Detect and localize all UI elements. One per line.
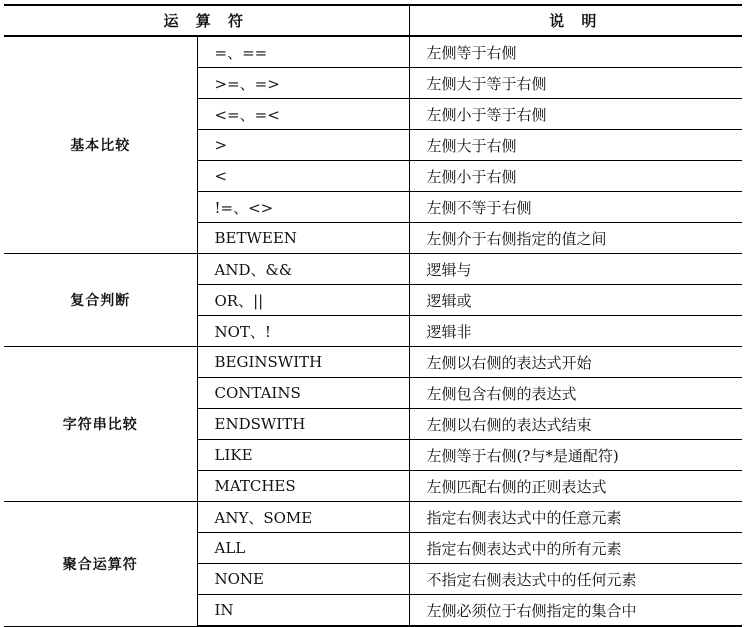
operator-cell: NONE (197, 564, 409, 595)
table-body (4, 36, 742, 626)
description-cell: 左侧介于右侧指定的值之间 (409, 223, 742, 254)
description-cell: 左侧等于右侧(?与*是通配符) (409, 440, 742, 471)
category-cell: 基本比较 (4, 36, 197, 254)
description-cell: 指定右侧表达式中的所有元素 (409, 533, 742, 564)
operator-cell: LIKE (197, 440, 409, 471)
operator-cell: ENDSWITH (197, 409, 409, 440)
description-cell: 左侧小于等于右侧 (409, 99, 742, 130)
description-cell: 逻辑与 (409, 254, 742, 285)
description-cell: 左侧大于右侧 (409, 130, 742, 161)
description-cell: 逻辑非 (409, 316, 742, 347)
description-cell: 左侧小于右侧 (409, 161, 742, 192)
operator-cell: IN (197, 595, 409, 627)
category-cell: 字符串比较 (4, 347, 197, 502)
operator-cell: <=、=< (197, 99, 409, 130)
operator-cell: OR、|| (197, 285, 409, 316)
operator-cell: NOT、! (197, 316, 409, 347)
operator-cell: ALL (197, 533, 409, 564)
table-row (4, 254, 742, 285)
table-row (4, 347, 742, 378)
description-column-header: 说 明 (409, 5, 742, 36)
operator-cell: CONTAINS (197, 378, 409, 409)
description-cell: 逻辑或 (409, 285, 742, 316)
operator-cell: !=、<> (197, 192, 409, 223)
operator-cell: BEGINSWITH (197, 347, 409, 378)
description-cell: 左侧包含右侧的表达式 (409, 378, 742, 409)
operator-column-header: 运 算 符 (4, 5, 409, 36)
description-cell: 左侧以右侧的表达式结束 (409, 409, 742, 440)
operator-cell: ANY、SOME (197, 502, 409, 533)
description-cell: 左侧不等于右侧 (409, 192, 742, 223)
description-cell: 指定右侧表达式中的任意元素 (409, 502, 742, 533)
operator-cell: BETWEEN (197, 223, 409, 254)
category-cell: 复合判断 (4, 254, 197, 347)
operator-cell: > (197, 130, 409, 161)
operator-cell: < (197, 161, 409, 192)
operator-cell: >=、=> (197, 68, 409, 99)
category-cell: 聚合运算符 (4, 502, 197, 627)
description-cell: 左侧匹配右侧的正则表达式 (409, 471, 742, 502)
operator-cell: AND、&& (197, 254, 409, 285)
table-header-row (4, 5, 742, 36)
table-row (4, 502, 742, 533)
operator-cell: =、== (197, 36, 409, 68)
operator-cell: MATCHES (197, 471, 409, 502)
description-cell: 左侧等于右侧 (409, 36, 742, 68)
description-cell: 左侧必须位于右侧指定的集合中 (409, 595, 742, 627)
table-row (4, 36, 742, 68)
description-cell: 不指定右侧表达式中的任何元素 (409, 564, 742, 595)
description-cell: 左侧大于等于右侧 (409, 68, 742, 99)
description-cell: 左侧以右侧的表达式开始 (409, 347, 742, 378)
operators-table (4, 4, 742, 627)
